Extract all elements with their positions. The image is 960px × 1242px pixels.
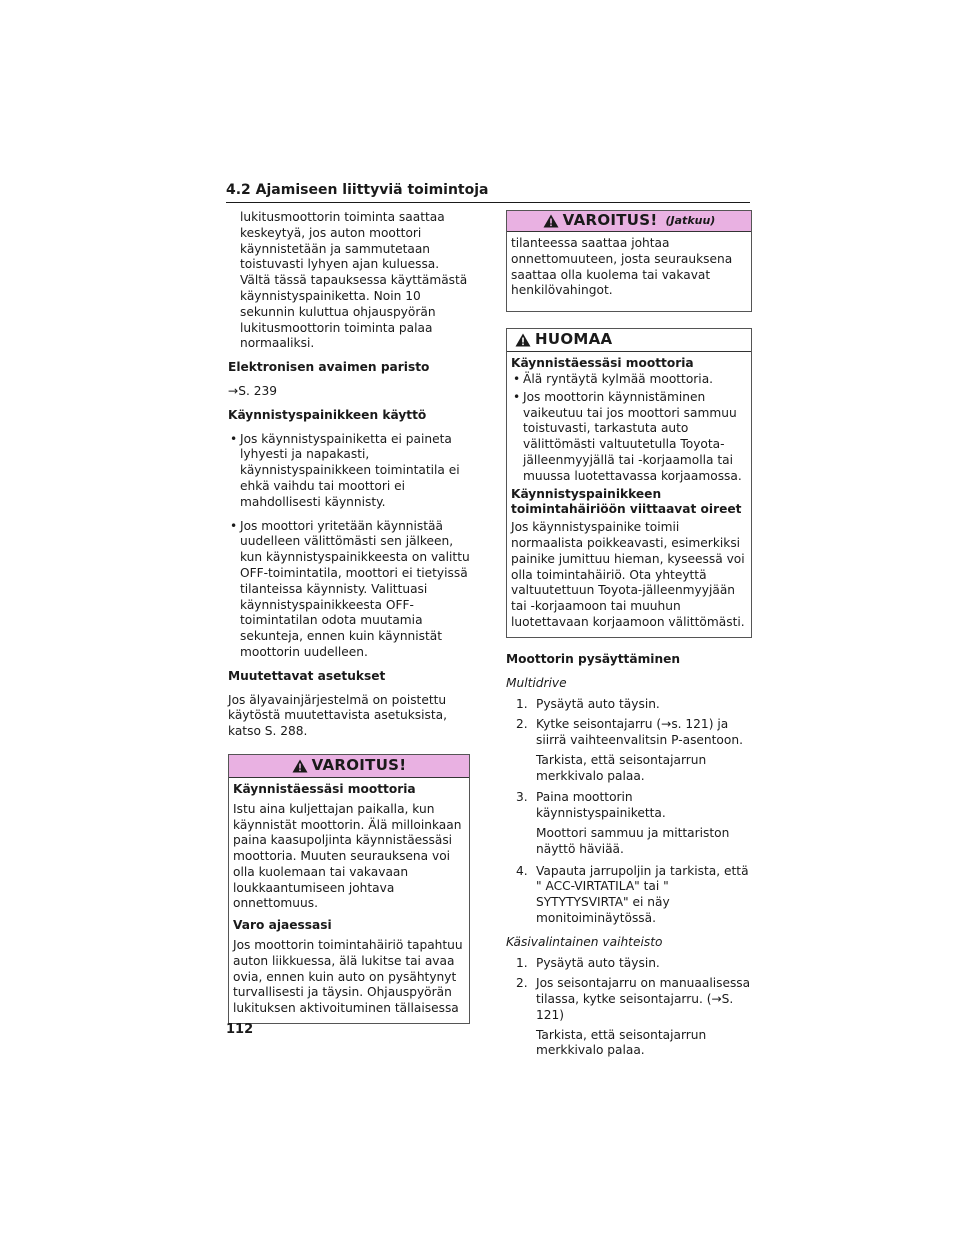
bullet-text: Älä ryntäytä kylmää moottoria. (523, 371, 714, 386)
step-note: Tarkista, että seisontajarrun merkkivalo palaa. (536, 1027, 707, 1058)
bullet-text: Jos moottori yritetään käynnistää uudelleen välittömästi sen jälkeen, kun käynnistyspainikkeesta on valittu OFF-toimintatila, moottori ei tietyissä tilanteissa käynnisty. Valittuasi käynnistyspainikkeesta OFF-toimintatilan odota muutamia sekunteja, ennen kuin käynnistät moottorin uudelleen. (240, 518, 470, 659)
list-item (516, 864, 752, 927)
step-number: 3. (516, 790, 528, 805)
multidrive-steps (506, 697, 752, 926)
warning-subheading: Käynnistäessäsi moottoria (233, 781, 416, 796)
right-column (506, 210, 752, 1065)
step-number: 2. (516, 976, 528, 991)
list-item (516, 956, 752, 972)
continued-text: lukitusmoottorin toiminta saattaa keskeytyä, jos auton moottori käynnistetään ja sammutetaan toistuvasti lyhyen ajan kuluessa. Vältä tässä tapauksessa käyttämästä käynnistyspainiketta. Noin 10 sekunnin kuluttua ohjauspyörän lukitusmoottorin toiminta palaa normaaliksi. (240, 210, 468, 351)
custom-settings-heading: Muutettavat asetukset (228, 668, 386, 683)
warning-triangle-icon (543, 214, 559, 228)
warning-box (228, 754, 470, 1024)
section-title: 4.2 Ajamiseen liittyviä toimintoja (226, 182, 489, 198)
step-number: 2. (516, 717, 528, 732)
step-text: Paina moottorin käynnistyspainiketta. (536, 790, 666, 821)
notice-box-header (507, 329, 751, 352)
warning-title: VAROITUS! (562, 211, 658, 230)
warning-subheading: Varo ajaessasi (233, 918, 332, 933)
custom-settings-text: Jos älyavainjärjestelmä on poistettu käytöstä muutettavista asetuksista, katso S. 288. (228, 692, 448, 739)
notice-subheading: Käynnistäessäsi moottoria (511, 356, 694, 371)
bullet-text: Jos käynnistyspainiketta ei paineta lyhyesti ja napakasti, käynnistyspainikkeen toimintatila ei ehkä vaihdu tai moottori ei mahdollisesti käynnisty. (240, 431, 460, 509)
multidrive-label: Multidrive (506, 675, 567, 690)
continued-label: (Jatkuu) (665, 214, 716, 228)
step-text: Jos seisontajarru on manuaalisessa tilassa, kytke seisontajarru. (→S. 121) (536, 976, 751, 1022)
battery-heading: Elektronisen avaimen paristo (228, 360, 430, 375)
step-number: 1. (516, 697, 528, 712)
step-text: Kytke seisontajarru (→s. 121) ja siirrä vaihteenvalitsin P-asentoon. (536, 717, 743, 747)
warning-triangle-icon (515, 333, 531, 347)
battery-reference: →S. 239 (228, 383, 277, 398)
step-note: Tarkista, että seisontajarrun merkkivalo palaa. (536, 752, 707, 783)
list-item (516, 790, 752, 822)
step-text: Vapauta jarrupoljin ja tarkista, että " ACC-VIRTATILA" tai " SYTYTYSVIRTA" ei näy monitoiminäytössä. (536, 863, 749, 925)
list-item (228, 432, 470, 511)
step-number: 4. (516, 863, 528, 878)
manual-steps (506, 956, 752, 1059)
manual-gearbox-label: Käsivalintainen vaihteisto (506, 934, 663, 949)
bullet-icon: • (513, 371, 521, 386)
warning-paragraph: tilanteessa saattaa johtaa onnettomuuteen, josta seurauksena saattaa olla kuolema tai vakavat henkilövahingot. (511, 236, 733, 298)
list-item (516, 717, 752, 749)
button-usage-heading: Käynnistyspainikkeen käyttö (228, 407, 427, 422)
warning-box-header (507, 211, 751, 232)
list-item (516, 697, 752, 713)
left-column (228, 210, 470, 1024)
step-note: Moottori sammuu ja mittariston näyttö häviää. (536, 825, 730, 856)
notice-title: HUOMAA (535, 330, 613, 349)
bullet-icon: • (230, 431, 238, 446)
warning-body (507, 232, 751, 311)
list-item (516, 976, 752, 1023)
stop-engine-heading: Moottorin pysäyttäminen (506, 651, 681, 666)
step-number: 1. (516, 956, 528, 971)
section-header (226, 178, 750, 203)
bullet-text: Jos moottorin käynnistäminen vaikeutuu tai jos moottori sammuu toistuvasti, tarkastuta auto välittömästi valtuutetulla Toyota-jälleenmyyjällä tai -korjaamolla tai muussa luotettavassa korjaamossa. (523, 389, 742, 483)
warning-paragraph: Istu aina kuljettajan paikalla, kun käynnistät moottorin. Älä milloinkaan paina kaasupoljinta käynnistäessäsi moottoria. Muuten seurauksena voi olla kuolemaan tai vakavaan loukkaantumiseen johtava onnettomuus. (233, 801, 462, 911)
step-text: Pysäytä auto täysin. (536, 956, 660, 971)
notice-box (506, 328, 752, 638)
bullet-icon: • (513, 389, 521, 404)
warning-triangle-icon (292, 759, 308, 773)
warning-paragraph: Jos moottorin toimintahäiriö tapahtuu auton liikkuessa, älä lukitse tai avaa ovia, ennen kuin auto on pysähtynyt turvallisesti ja täysin. Ohjauspyörän lukituksen aktivoituminen tällaisessa (233, 938, 463, 1016)
warning-title: VAROITUS! (311, 756, 407, 774)
warning-body (229, 778, 469, 1023)
list-item (228, 519, 470, 661)
notice-paragraph: Jos käynnistyspainike toimii normaalista poikkeavasti, esimerkiksi painike jumittuu hieman, kyseessä voi olla toimintahäiriö. Ota yhteyttä valtuutettuun Toyota-jälleenmyyjään tai -korjaamoon tai muuhun luotettavaan korjaamoon välittömästi. (511, 520, 745, 629)
warning-box-header (229, 755, 469, 778)
warning-continued-box (506, 210, 752, 312)
notice-subheading: Käynnistyspainikkeen toimintahäiriöön viittaavat oireet (511, 486, 742, 517)
step-text: Pysäytä auto täysin. (536, 697, 660, 712)
list-item (511, 372, 745, 388)
list-item (511, 390, 745, 485)
page-number: 112 (226, 1022, 254, 1037)
notice-body (507, 352, 751, 637)
bullet-icon: • (230, 518, 238, 533)
